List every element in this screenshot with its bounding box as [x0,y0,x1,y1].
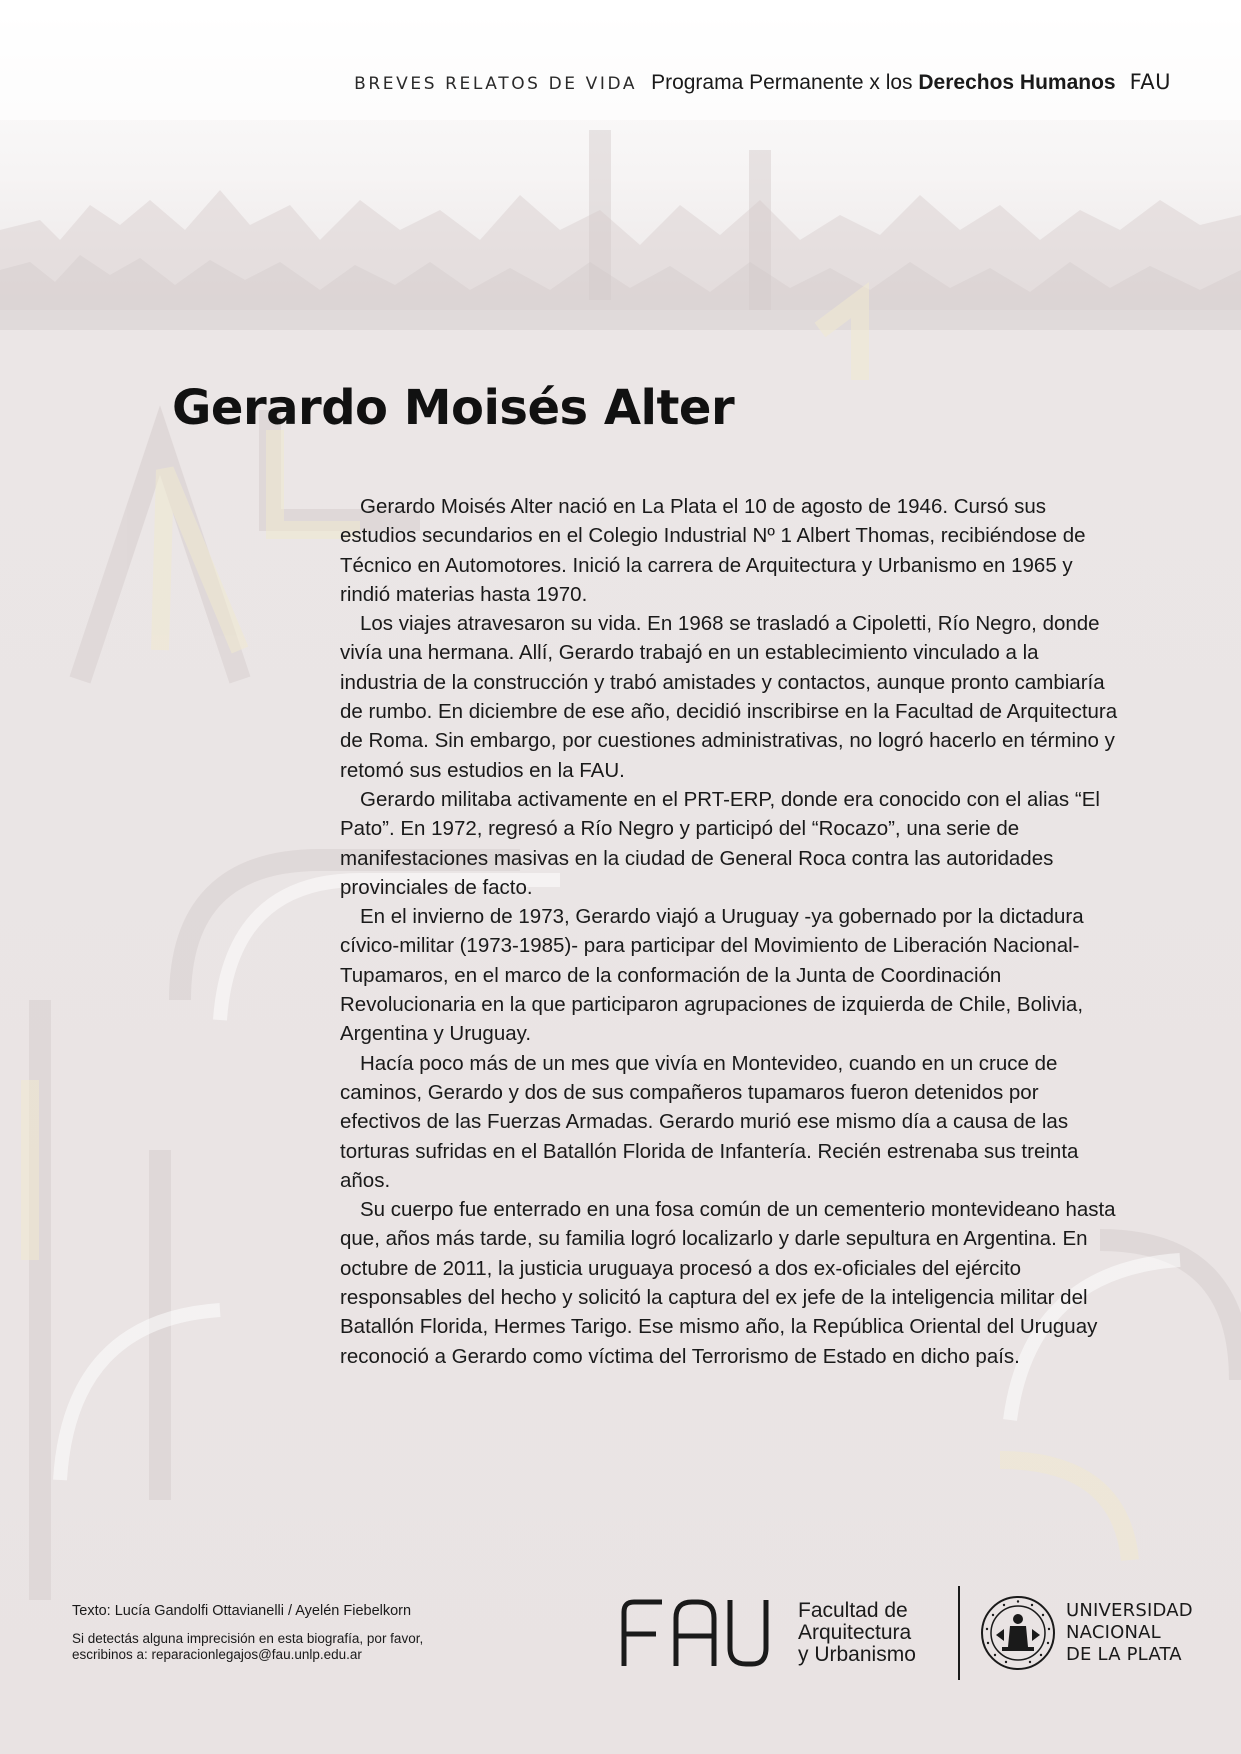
paragraph: Gerardo militaba activamente en el PRT-ERP, donde era conocido con el alias “El Pato”. En 1972, regresó a Río Negro y participó del “Rocazo”, una serie de manifestaciones masivas en la ciudad de General Roca contra las autoridades provinciales de facto. [340,787,1100,899]
faculty-name: Facultad de Arquitectura y Urbanismo [798,1599,916,1666]
biography-text [340,492,1120,1371]
fau-logo [620,1598,770,1668]
paragraph: Gerardo Moisés Alter nació en La Plata el 10 de agosto de 1946. Cursó sus estudios secundarios en el Colegio Industrial Nº 1 Albert Thomas, recibiéndose de Técnico en Automotores. Inició la carrera de Arquitectura y Urbanismo en 1965 y rindió materias hasta 1970. [340,495,1086,606]
page-title: Gerardo Moisés Alter [172,380,735,436]
series-label: BREVES RELATOS DE VIDA [354,74,638,94]
paragraph: Los viajes atravesaron su vida. En 1968 se trasladó a Cipoletti, Río Negro, donde vivía una hermana. Allí, Gerardo trabajó en un establecimiento vinculado a la industria de la construcción y trabó amistades y contactos, aunque pronto cambiaría de rumbo. En diciembre de ese año, decidió inscribirse en la Facultad de Arquitectura de Roma. Sin embargo, por cuestiones administrativas, no logró hacerlo en término y retomó sus estudios en la FAU. [340,612,1118,782]
paragraph: En el invierno de 1973, Gerardo viajó a Uruguay -ya gobernado por la dictadura cívico-militar (1973-1985)- para participar del Movimiento de Liberación Nacional-Tupamaros, en el marco de la conformación de la Junta de Coordinación Revolucionaria en la que participaron agrupaciones de izquierda de Chile, Bolivia, Argentina y Uruguay. [340,905,1084,1046]
university-name: UNIVERSIDAD NACIONAL DE LA PLATA [1066,1600,1193,1665]
fau-header-label: FAU [1129,70,1171,94]
author-credit: Texto: Lucía Gandolfi Ottavianelli / Ayelén Fiebelkorn [72,1603,412,1619]
correction-note: Si detectás alguna imprecisión en esta biografía, por favor, escribinos a: reparacionlegajos@fau.unlp.edu.ar [72,1631,424,1662]
program-label: Programa Permanente x los Derechos Humanos [651,71,1116,94]
page-header [354,70,1171,95]
university-seal-icon [980,1595,1056,1671]
credits [72,1603,472,1663]
institution-logos [620,1585,1193,1681]
paragraph: Hacía poco más de un mes que vivía en Montevideo, cuando en un cruce de caminos, Gerardo y dos de sus compañeros tupamaros fueron detenidos por efectivos de las Fuerzas Armadas. Gerardo murió ese mismo día a causa de las torturas sufridas en el Batallón Florida de Infantería. Recién estrenaba sus treinta años. [340,1051,1079,1192]
paragraph: Su cuerpo fue enterrado en una fosa común de un cementerio montevideano hasta que, años más tarde, su familia logró localizarlo y darle sepultura en Argentina. En octubre de 2011, la justicia uruguaya procesó a dos ex-oficiales del ejército responsables del hecho y solicitó la captura del ex jefe de la inteligencia militar del Batallón Florida, Hermes Tarigo. Ese mismo año, la República Oriental del Uruguay reconoció a Gerardo como víctima del Terrorismo de Estado en dicho país. [340,1198,1116,1368]
logo-divider [958,1586,960,1680]
